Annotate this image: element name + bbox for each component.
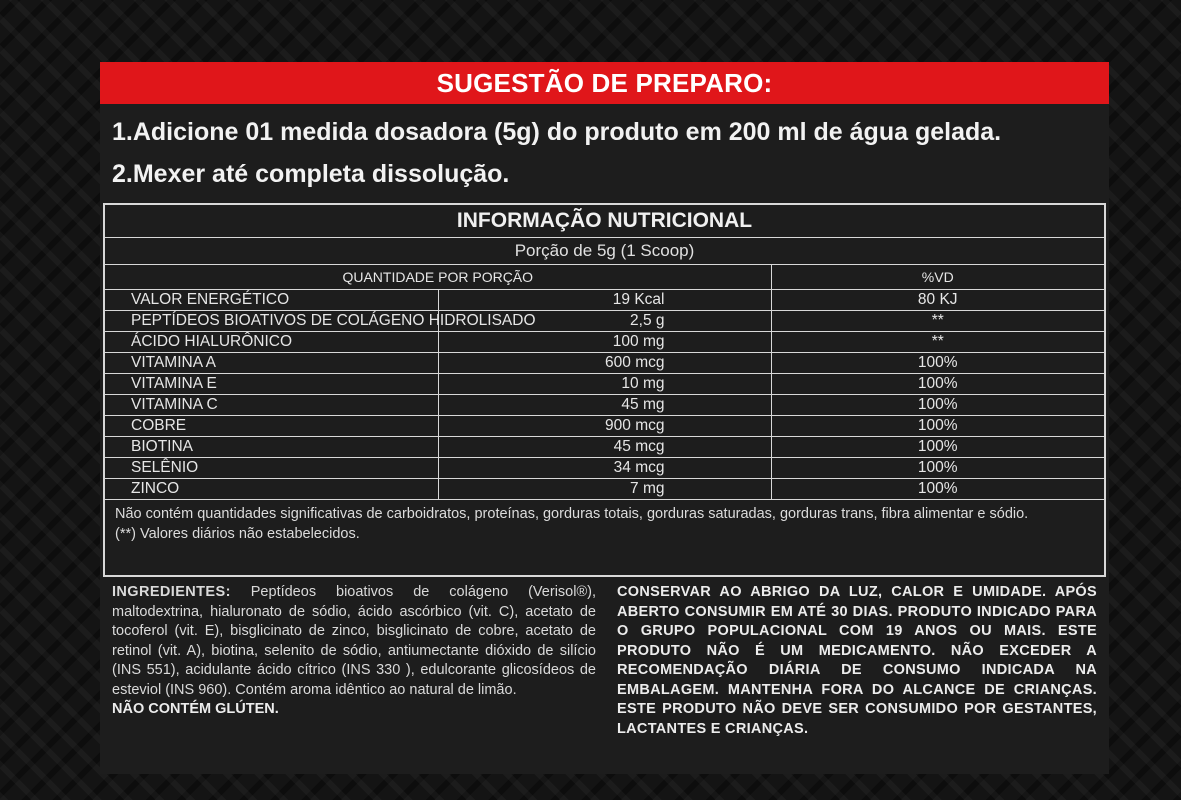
nutrition-notes xyxy=(105,500,1104,543)
table-row xyxy=(105,395,1104,416)
header-quantity: QUANTIDADE POR PORÇÃO xyxy=(105,265,771,290)
nutrition-note-insignificant: Não contém quantidades significativas de carboidratos, proteínas, gorduras totais, gorduras saturadas, gorduras trans, fibra alimentar e sódio. xyxy=(115,506,1029,522)
ingredients-label: INGREDIENTES: xyxy=(112,584,231,600)
nutrient-quantity: 2,5 g xyxy=(438,311,771,332)
nutrient-quantity: 45 mg xyxy=(438,395,771,416)
ingredients-block xyxy=(112,583,596,720)
nutrient-name: VITAMINA A xyxy=(105,353,438,374)
nutrient-vd: 100% xyxy=(771,395,1104,416)
table-row xyxy=(105,416,1104,437)
nutrition-title: INFORMAÇÃO NUTRICIONAL xyxy=(105,205,1104,238)
nutrient-name: VITAMINA C xyxy=(105,395,438,416)
nutrient-vd: 80 KJ xyxy=(771,290,1104,311)
nutrient-vd: 100% xyxy=(771,353,1104,374)
preparation-step-2: 2.Mexer até completa dissolução. xyxy=(112,160,510,188)
gluten-statement: NÃO CONTÉM GLÚTEN. xyxy=(112,701,279,717)
table-row xyxy=(105,311,1104,332)
table-row xyxy=(105,332,1104,353)
table-row xyxy=(105,458,1104,479)
table-row xyxy=(105,437,1104,458)
nutrition-facts-table xyxy=(103,203,1106,577)
nutrient-name: VITAMINA E xyxy=(105,374,438,395)
nutrient-quantity: 34 mcg xyxy=(438,458,771,479)
table-row xyxy=(105,290,1104,311)
nutrient-vd: ** xyxy=(771,311,1104,332)
nutrient-quantity: 600 mcg xyxy=(438,353,771,374)
nutrition-header-row xyxy=(105,265,1104,290)
nutrient-name: PEPTÍDEOS BIOATIVOS DE COLÁGENO HIDROLISADO xyxy=(105,311,438,332)
nutrition-grid xyxy=(105,265,1104,500)
nutrition-note-vd: (**) Valores diários não estabelecidos. xyxy=(115,526,360,542)
product-label-panel xyxy=(100,62,1109,774)
table-row xyxy=(105,353,1104,374)
storage-warnings: CONSERVAR AO ABRIGO DA LUZ, CALOR E UMIDADE. APÓS ABERTO CONSUMIR EM ATÉ 30 DIAS. PRODUTO INDICADO PARA O GRUPO POPULACIONAL COM 19 ANOS OU MAIS. ESTE PRODUTO NÃO É UM MEDICAMENTO. NÃO EXCEDER A RECOMENDAÇÃO DIÁRIA DE CONSUMO INDICADA NA EMBALAGEM. MANTENHA FORA DO ALCANCE DE CRIANÇAS. ESTE PRODUTO NÃO DEVE SER CONSUMIDO POR GESTANTES, LACTANTES E CRIANÇAS. xyxy=(617,584,1097,737)
nutrient-quantity: 45 mcg xyxy=(438,437,771,458)
header-vd: %VD xyxy=(771,265,1104,290)
nutrient-vd: 100% xyxy=(771,479,1104,500)
preparation-header: SUGESTÃO DE PREPARO: xyxy=(100,62,1109,104)
preparation-step-1: 1.Adicione 01 medida dosadora (5g) do produto em 200 ml de água gelada. xyxy=(112,118,1002,146)
nutrient-quantity: 10 mg xyxy=(438,374,771,395)
nutrient-vd: 100% xyxy=(771,374,1104,395)
nutrient-name: ZINCO xyxy=(105,479,438,500)
nutrient-quantity: 7 mg xyxy=(438,479,771,500)
nutrient-vd: ** xyxy=(771,332,1104,353)
nutrient-vd: 100% xyxy=(771,437,1104,458)
nutrient-quantity: 100 mg xyxy=(438,332,771,353)
nutrient-vd: 100% xyxy=(771,416,1104,437)
table-row xyxy=(105,374,1104,395)
ingredients-text: Peptídeos bioativos de colágeno (Verisol®), maltodextrina, hialuronato de sódio, ácido ascórbico (vit. C), acetato de tocoferol (vit. E), bisglicinato de zinco, bisglicinato de cobre, acetato de retinol (vit. A), biotina, selenito de sódio, antiumectante dióxido de silício (INS 551), acidulante ácido cítrico (INS 330 ), edulcorante glicosídeos de esteviol (INS 960). Contém aroma idêntico ao natural de limão. xyxy=(112,584,596,698)
nutrition-portion: Porção de 5g (1 Scoop) xyxy=(105,238,1104,265)
nutrient-name: ÁCIDO HIALURÔNICO xyxy=(105,332,438,353)
nutrient-name: BIOTINA xyxy=(105,437,438,458)
nutrient-name: SELÊNIO xyxy=(105,458,438,479)
table-row xyxy=(105,479,1104,500)
nutrient-name: VALOR ENERGÉTICO xyxy=(105,290,438,311)
nutrient-quantity: 19 Kcal xyxy=(438,290,771,311)
nutrient-name: COBRE xyxy=(105,416,438,437)
nutrient-quantity: 900 mcg xyxy=(438,416,771,437)
nutrient-vd: 100% xyxy=(771,458,1104,479)
